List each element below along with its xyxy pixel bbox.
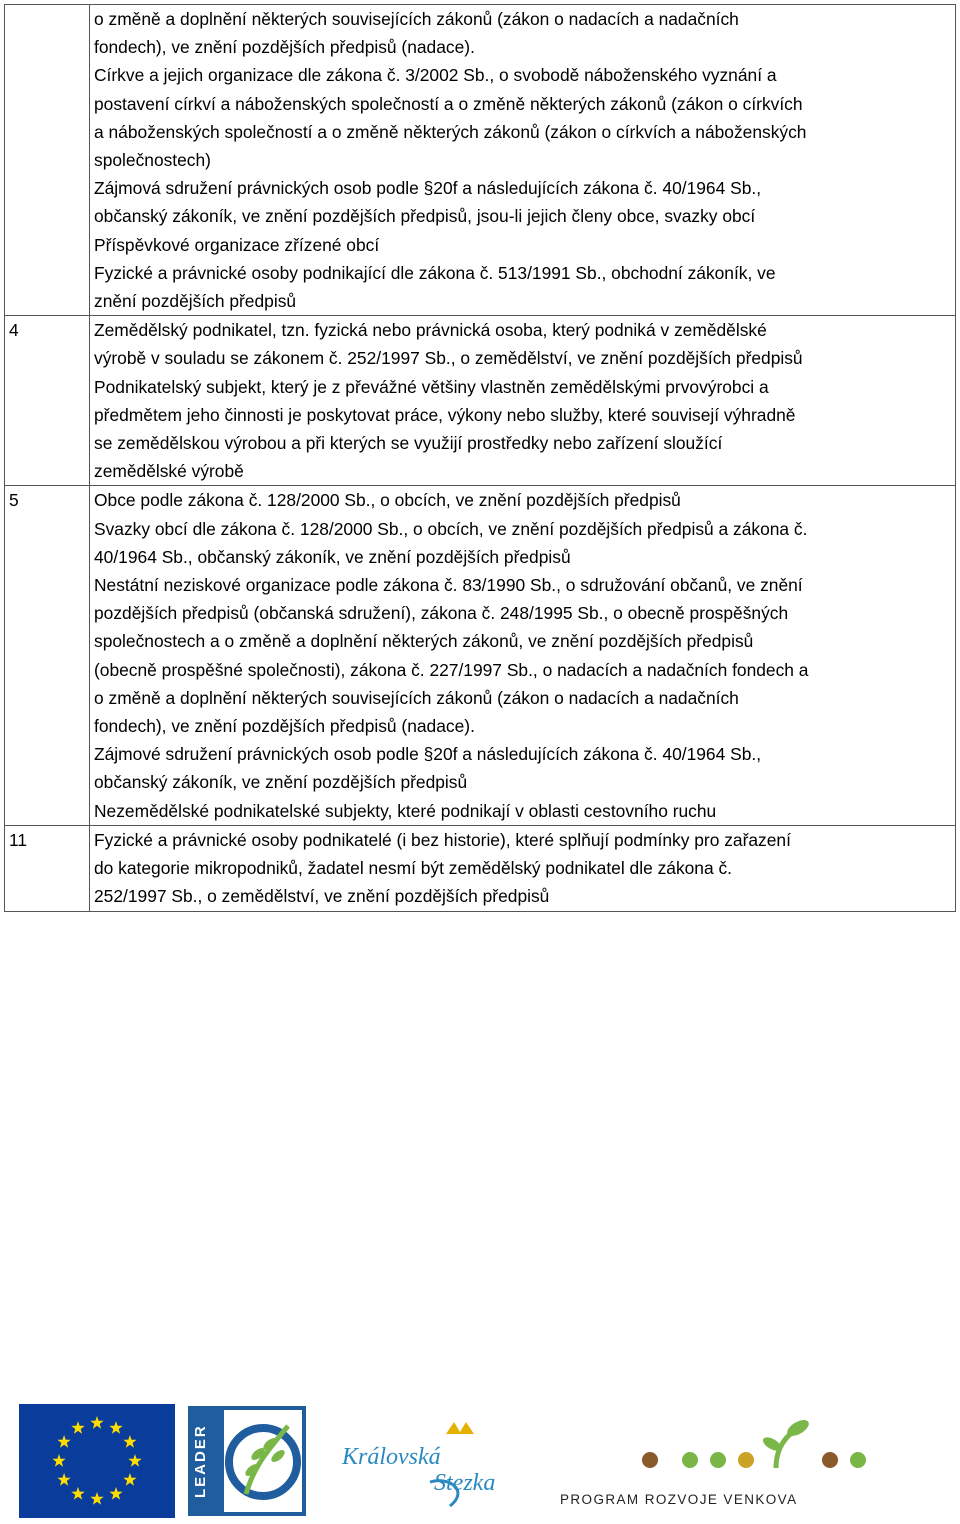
applicant-types-cell (90, 5, 956, 316)
text-line: společnostech) (94, 150, 211, 171)
eu-stars-icon (19, 1404, 175, 1518)
text-line: 252/1997 Sb., o zemědělství, ve znění pozdějších předpisů (94, 886, 550, 907)
table-row (5, 486, 956, 825)
table-row (5, 825, 956, 911)
prv-sprout-icon (540, 1408, 950, 1488)
text-line: Zemědělský podnikatel, tzn. fyzická nebo právnická osoba, který podniká v zemědělské (94, 320, 767, 341)
applicant-types-cell (90, 316, 956, 486)
applicant-type-entry (94, 740, 951, 796)
text-line: občanský zákoník, ve znění pozdějších předpisů (94, 772, 468, 793)
text-line: Fyzické a právnické osoby podnikající dle zákona č. 513/1991 Sb., obchodní zákoník, ve (94, 262, 776, 283)
text-line: Církve a jejich organizace dle zákona č. 3/2002 Sb., o svobodě náboženského vyznání a (94, 65, 777, 86)
text-line: fondech), ve znění pozdějších předpisů (nadace). (94, 37, 475, 58)
applicant-types-cell (90, 486, 956, 825)
text-line: 40/1964 Sb., občanský zákoník, ve znění pozdějších předpisů (94, 546, 571, 567)
applicant-type-entry (94, 373, 951, 486)
text-line: se zemědělskou výrobou a při kterých se využijí prostředky nebo zařízení sloužící (94, 433, 723, 454)
logo-footer (0, 1400, 960, 1524)
category-number (5, 5, 90, 316)
table-body (5, 5, 956, 912)
text-line: a náboženských společností a o změně některých zákonů (zákon o církvích a náboženských (94, 121, 807, 142)
leader-leaf-icon (188, 1406, 306, 1516)
text-line: zemědělské výrobě (94, 461, 244, 482)
applicant-type-entry (94, 231, 951, 259)
text-line: Svazky obcí dle zákona č. 128/2000 Sb., o obcích, ve znění pozdějších předpisů a zákona č. (94, 518, 808, 539)
leader-logo (188, 1406, 306, 1516)
table-row (5, 5, 956, 316)
category-number: 4 (5, 316, 90, 486)
text-line: fondech), ve znění pozdějších předpisů (nadace). (94, 716, 475, 737)
applicant-type-entry (94, 515, 951, 571)
applicant-type-entry (94, 5, 951, 61)
table-row (5, 316, 956, 486)
text-line: Nezemědělské podnikatelské subjekty, které podnikají v oblasti cestovního ruchu (94, 800, 717, 821)
text-line: pozdějších předpisů (občanská sdružení), zákona č. 248/1995 Sb., o obecně prospěšných (94, 603, 789, 624)
text-line: Fyzické a právnické osoby podnikatelé (i bez historie), které splňují podmínky pro zařazení (94, 829, 791, 850)
text-line: Zájmové sdružení právnických osob podle §20f a následujících zákona č. 40/1964 Sb., (94, 744, 762, 765)
applicant-type-entry (94, 174, 951, 230)
applicant-type-entry (94, 259, 951, 315)
text-line: Zájmová sdružení právnických osob podle §20f a následujících zákona č. 40/1964 Sb., (94, 178, 762, 199)
text-line: postavení církví a náboženských společností a o změně některých zákonů (zákon o církvích (94, 93, 803, 114)
applicant-types-cell (90, 825, 956, 911)
text-line: (obecně prospěšné společnosti), zákona č. 227/1997 Sb., o nadacích a nadačních fondech a (94, 659, 809, 680)
applicant-type-entry (94, 61, 951, 174)
text-line: o změně a doplnění některých souvisejících zákonů (zákon o nadacích a nadačních (94, 9, 739, 29)
program-rozvoje-venkova-logo (540, 1408, 950, 1516)
text-line: o změně a doplnění některých souvisejících zákonů (zákon o nadacích a nadačních (94, 687, 739, 708)
category-number: 11 (5, 825, 90, 911)
kralovska-line2: Stezka (434, 1470, 496, 1496)
text-line: Podnikatelský subjekt, který je z převážné většiny vlastněn zemědělskými prvovýrobci a (94, 376, 769, 397)
text-line: Obce podle zákona č. 128/2000 Sb., o obcích, ve znění pozdějších předpisů (94, 490, 681, 511)
text-line: občanský zákoník, ve znění pozdějších předpisů, jsou-li jejich členy obce, svazky obcí (94, 206, 756, 227)
kralovska-line1: Královská (342, 1444, 441, 1470)
text-line: Nestátní neziskové organizace podle zákona č. 83/1990 Sb., o sdružování občanů, ve znění (94, 575, 803, 596)
applicant-type-entry (94, 826, 951, 911)
text-line: výrobě v souladu se zákonem č. 252/1997 Sb., o zemědělství, ve znění pozdějších předpisů (94, 348, 803, 369)
applicant-type-entry (94, 797, 951, 825)
text-line: společnostech a o změně a doplnění některých zákonů, ve znění pozdějších předpisů (94, 631, 754, 652)
leader-label: LEADER (192, 1424, 209, 1498)
text-line: Příspěvkové organizace zřízené obcí (94, 234, 380, 255)
kralovska-stezka-text (342, 1444, 495, 1496)
applicant-type-entry (94, 486, 951, 514)
kralovska-stezka-logo (330, 1406, 520, 1516)
applicant-type-entry (94, 316, 951, 372)
prv-label: PROGRAM ROZVOJE VENKOVA (560, 1492, 798, 1507)
text-line: předmětem jeho činnosti je poskytovat práce, výkony nebo služby, které souvisejí výhradně (94, 404, 796, 425)
eu-flag-logo (19, 1404, 175, 1518)
text-line: znění pozdějších předpisů (94, 291, 297, 312)
eligible-applicants-table (4, 4, 956, 912)
category-number: 5 (5, 486, 90, 825)
applicant-type-entry (94, 571, 951, 740)
text-line: do kategorie mikropodniků, žadatel nesmí být zemědělský podnikatel dle zákona č. (94, 858, 733, 879)
